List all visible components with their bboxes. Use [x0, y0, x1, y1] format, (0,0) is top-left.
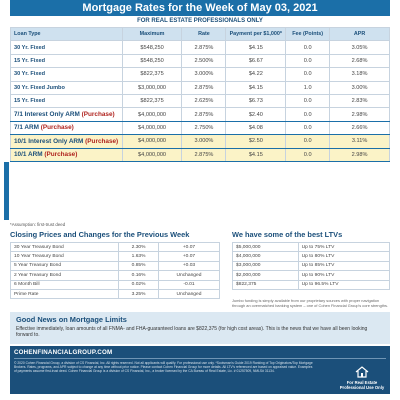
loan-rate: 2.875% [182, 81, 226, 94]
loan-rate: 2.875% [182, 41, 226, 54]
logo-label: For Real Estate Professional Use Only [339, 380, 385, 390]
ltv-heading: We have some of the best LTVs [232, 230, 343, 239]
treasury-price: 1.63% [119, 252, 159, 261]
purchase-tag: (Purchase) [40, 124, 74, 132]
treasury-row [11, 280, 220, 289]
loan-rate: 2.875% [182, 108, 226, 121]
assumption-note: *Assumption: first-trust deed [10, 222, 66, 227]
arm-rate-row [11, 121, 390, 134]
loan-apr: 2.98% [330, 108, 390, 121]
rate-row [11, 81, 390, 94]
treasury-name: 30 Year Treasury Bond [11, 243, 119, 252]
treasury-row [11, 261, 220, 270]
footer-disclaimer: © 2020 Cohen Financial Group, a division of CS Financial, Inc. All rights reserved. Not all applicants will qualify. For professional use only. *Scotsman's Guide 2019 Ranking of Top Originators/Top Mortgage Brokers. Rates, programs, and APR subject to change at any time without prior notice. Please contact Cohen Financial Group for more details. All LTV's referenced are based on appraised value. Examples of payments assume first-trust deed. Cohen Financial Group is a division of CS Financial, Inc., a broker licensed by the CA Bureau of Real Estate, Lic. # 01257509, NMLS# 31134. [14, 361, 313, 374]
ltv-value: Up to 96.5% LTV [298, 280, 389, 289]
loan-type-label: 10/1 Interest Only ARM [14, 137, 84, 145]
ltv-value: Up to 90% LTV [298, 271, 389, 280]
col-apr: APR [330, 28, 390, 41]
loan-type: 30 Yr. Fixed [11, 41, 123, 54]
arm-rate-row-highlighted [11, 135, 390, 148]
treasury-price: 0.85% [119, 261, 159, 270]
loan-apr: 3.18% [330, 68, 390, 81]
loan-type: 15 Yr. Fixed [11, 94, 123, 107]
loan-fee: 0.0 [286, 68, 330, 81]
treasury-row [11, 271, 220, 280]
loan-rate: 2.500% [182, 54, 226, 67]
loan-fee: 0.0 [286, 54, 330, 67]
real-estate-logo [338, 366, 386, 390]
loan-max: $3,000,000 [122, 81, 182, 94]
col-payment: Payment per $1,000* [226, 28, 286, 41]
col-fee: Fee (Points) [286, 28, 330, 41]
col-rate: Rate [182, 28, 226, 41]
rate-row [11, 54, 390, 67]
ltv-amount: $5,000,000 [233, 243, 299, 252]
loan-fee: 1.0 [286, 81, 330, 94]
loan-fee: 0.0 [286, 108, 330, 121]
treasury-row [11, 289, 220, 298]
treasury-change: +0.03 [158, 261, 219, 270]
loan-type: 30 Yr. Fixed [11, 68, 123, 81]
loan-max: $4,000,000 [122, 121, 182, 134]
loan-max: $4,000,000 [122, 108, 182, 121]
loan-fee: 0.0 [286, 148, 330, 161]
col-maximum: Maximum [122, 28, 182, 41]
treasury-name: 5 Year Treasury Bond [11, 261, 119, 270]
ltv-table [232, 242, 390, 290]
treasury-name: Prime Rate [11, 289, 119, 298]
news-box [10, 312, 390, 344]
loan-max: $822,375 [122, 68, 182, 81]
treasury-price: 3.25% [119, 289, 159, 298]
purchase-tag: (Purchase) [44, 151, 78, 159]
loan-apr: 2.98% [330, 148, 390, 161]
website-link[interactable]: COHENFINANCIALGROUP.COM [14, 349, 113, 356]
arm-rate-row [11, 108, 390, 121]
loan-type [11, 148, 123, 161]
ltv-row [233, 243, 390, 252]
loan-fee: 0.0 [286, 135, 330, 148]
ltv-value: Up to 75% LTV [298, 243, 389, 252]
ltv-value: Up to 80% LTV [298, 252, 389, 261]
ltv-row [233, 261, 390, 270]
loan-rate: 3.000% [182, 68, 226, 81]
loan-apr: 2.66% [330, 121, 390, 134]
loan-type: 15 Yr. Fixed [11, 54, 123, 67]
ltv-row [233, 252, 390, 261]
loan-payment: $6.67 [226, 54, 286, 67]
ltv-amount: $2,000,000 [233, 271, 299, 280]
loan-fee: 0.0 [286, 41, 330, 54]
loan-payment: $4.15 [226, 41, 286, 54]
ltv-amount: $3,000,000 [233, 261, 299, 270]
ltv-row [233, 271, 390, 280]
treasury-change: -0.01 [158, 280, 219, 289]
loan-type-label: 10/1 ARM [14, 151, 43, 159]
arm-side-band [4, 162, 9, 220]
loan-rate: 3.000% [182, 135, 226, 148]
treasury-change: +0.07 [158, 252, 219, 261]
ltv-amount: $822,375 [233, 280, 299, 289]
rate-row [11, 41, 390, 54]
loan-max: $548,250 [122, 41, 182, 54]
treasury-change: +0.07 [158, 243, 219, 252]
loan-max: $4,000,000 [122, 148, 182, 161]
treasury-name: 6 Month Bill [11, 280, 119, 289]
loan-type [11, 121, 123, 134]
rates-table [10, 27, 390, 162]
loan-payment: $2.50 [226, 135, 286, 148]
footer-divider [14, 358, 386, 359]
treasury-row [11, 243, 220, 252]
loan-type [11, 135, 123, 148]
loan-max: $4,000,000 [122, 135, 182, 148]
ltv-note: Jumbo funding is simply available from our proprietary sources with proper navigation through an overmatched banking system – one of Cohen Financial Group's core strengths. [232, 298, 389, 308]
rate-row [11, 94, 390, 107]
treasury-name: 2 Year Treasury Bond [11, 271, 119, 280]
page-subtitle: FOR REAL ESTATE PROFESSIONALS ONLY [137, 18, 263, 24]
loan-rate: 2.625% [182, 94, 226, 107]
loan-payment: $4.22 [226, 68, 286, 81]
treasury-price: 2.30% [119, 243, 159, 252]
loan-type: 30 Yr. Fixed Jumbo [11, 81, 123, 94]
ltv-amount: $4,000,000 [233, 252, 299, 261]
loan-rate: 2.750% [182, 121, 226, 134]
loan-apr: 3.05% [330, 41, 390, 54]
treasury-price: 0.02% [119, 280, 159, 289]
treasury-table [10, 242, 220, 299]
treasury-change: Unchanged [158, 289, 219, 298]
loan-apr: 2.83% [330, 94, 390, 107]
ltv-row [233, 280, 390, 289]
news-body: Effective immediately, loan amounts of all FNMA- and FHA-guaranteed loans are $822,375 (for high cost areas). This is the news that we have all been looking forward to. [16, 326, 368, 338]
loan-type [11, 108, 123, 121]
footer [10, 346, 390, 394]
loan-max: $548,250 [122, 54, 182, 67]
loan-payment: $6.73 [226, 94, 286, 107]
arm-rate-row-highlighted [11, 148, 390, 161]
loan-type-label: 7/1 Interest Only ARM [14, 111, 80, 119]
loan-payment: $2.40 [226, 108, 286, 121]
rate-row [11, 68, 390, 81]
loan-payment: $4.08 [226, 121, 286, 134]
loan-type-label: 7/1 ARM [14, 124, 39, 132]
treasury-row [11, 252, 220, 261]
page-title: Mortgage Rates for the Week of May 03, 2021 [10, 0, 390, 16]
purchase-tag: (Purchase) [81, 111, 115, 119]
col-loan-type: Loan Type [11, 28, 123, 41]
house-icon [355, 366, 369, 378]
ltv-value: Up to 85% LTV [298, 261, 389, 270]
loan-payment: $4.15 [226, 81, 286, 94]
loan-fee: 0.0 [286, 94, 330, 107]
loan-apr: 3.11% [330, 135, 390, 148]
loan-payment: $4.15 [226, 148, 286, 161]
loan-apr: 2.68% [330, 54, 390, 67]
treasury-change: Unchanged [158, 271, 219, 280]
news-heading: Good News on Mortgage Limits [16, 315, 127, 324]
loan-apr: 3.00% [330, 81, 390, 94]
loan-rate: 2.875% [182, 148, 226, 161]
purchase-tag: (Purchase) [85, 137, 119, 145]
treasury-price: 0.16% [119, 271, 159, 280]
rates-header-row [11, 28, 390, 41]
loan-max: $822,375 [122, 94, 182, 107]
treasury-heading: Closing Prices and Changes for the Previous Week [10, 230, 190, 239]
treasury-name: 10 Year Treasury Bond [11, 252, 119, 261]
loan-fee: 0.0 [286, 121, 330, 134]
